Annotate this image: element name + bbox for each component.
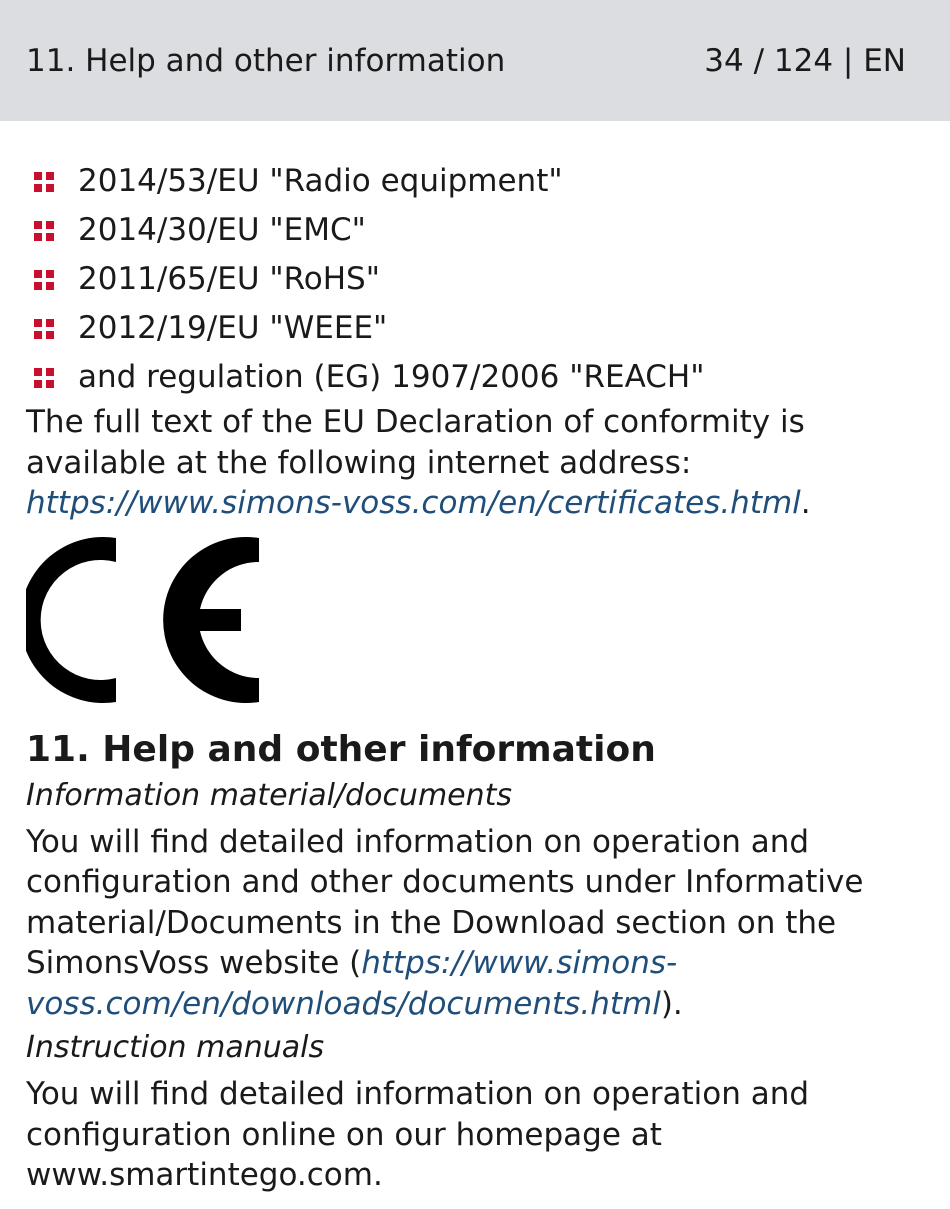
- list-item: [26, 206, 924, 255]
- subheading-instruction-manuals: Instruction manuals: [26, 1030, 325, 1065]
- conformity-end: .: [800, 485, 811, 521]
- list-item: [26, 157, 924, 206]
- section-heading: 11. Help and other information: [26, 728, 656, 770]
- certificates-link[interactable]: https://www.simons-voss.com/en/certificates.html: [26, 485, 801, 521]
- conformity-paragraph: [26, 402, 924, 524]
- page-content: [0, 157, 950, 1196]
- red-square-bullet-icon: [34, 172, 54, 192]
- red-square-bullet-icon: [34, 368, 54, 388]
- directive-text: 2014/53/EU "Radio equipment": [78, 163, 563, 199]
- red-square-bullet-icon: [34, 270, 54, 290]
- downloads-link[interactable]: https://www.simons-voss.com/en/downloads/documents.html: [26, 945, 678, 1022]
- list-item: [26, 304, 924, 353]
- list-item: [26, 353, 924, 402]
- directive-list: [26, 157, 924, 402]
- list-item: [26, 255, 924, 304]
- page-header: [0, 0, 950, 121]
- directive-text: 2014/30/EU "EMC": [78, 212, 366, 248]
- ce-mark-icon: [26, 536, 266, 706]
- directive-text: 2012/19/EU "WEEE": [78, 310, 388, 346]
- header-page-info: 34 / 124 | EN: [704, 42, 906, 79]
- subheading-information-material: Information material/documents: [26, 777, 513, 813]
- directive-text: and regulation (EG) 1907/2006 "REACH": [78, 359, 705, 395]
- header-section-title: 11. Help and other information: [26, 42, 506, 79]
- red-square-bullet-icon: [34, 221, 54, 241]
- information-end: ).: [660, 985, 683, 1022]
- instruction-paragraph: You will find detailed information on operation and configuration online on our homepage at www.smartintego.com.: [26, 1076, 810, 1193]
- conformity-text: The full text of the EU Declaration of conformity is available at the following internet address:: [26, 404, 805, 481]
- directive-text: 2011/65/EU "RoHS": [78, 261, 380, 297]
- information-paragraph: [26, 822, 924, 1025]
- information-text: You will find detailed information on operation and configuration and other documents under Informative material/Documents in the Download section on the SimonsVoss website (: [26, 823, 864, 981]
- ce-mark: [26, 536, 924, 706]
- red-square-bullet-icon: [34, 319, 54, 339]
